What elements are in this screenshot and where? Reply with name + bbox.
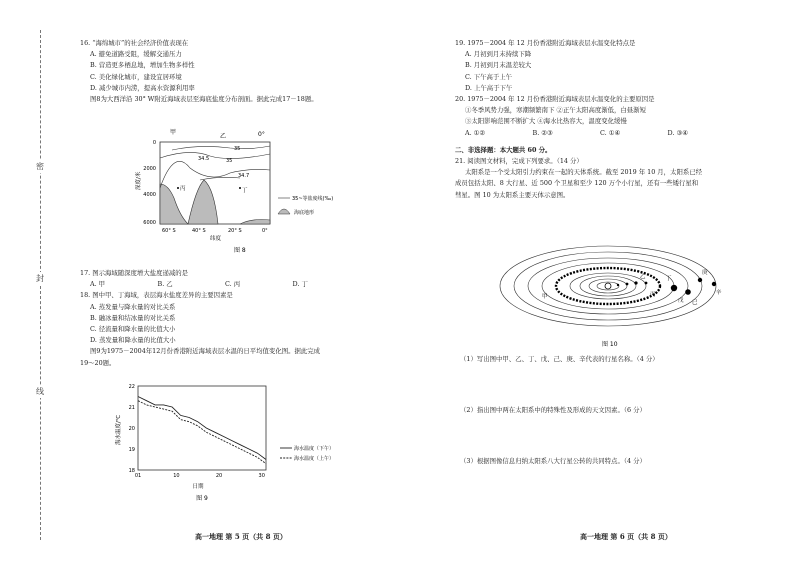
q20-option-d: D. ③④ bbox=[667, 128, 688, 137]
planet-7 bbox=[698, 278, 702, 282]
q20-options bbox=[455, 128, 735, 139]
fig8-ytick-6000: 6000 bbox=[143, 220, 156, 226]
q21-sub1: （1）写出图中甲、乙、丁、戊、己、庚、辛代表的行星名称。（4 分） bbox=[460, 355, 659, 363]
fig8-ylabel: 深度/米 bbox=[136, 171, 142, 190]
fig8-point-bing: 丙 bbox=[180, 186, 186, 192]
q19-option-d: D. 上午高于下午 bbox=[465, 83, 513, 92]
q18-option-b: B. 融冰量和结冰量的对比关系 bbox=[90, 313, 176, 322]
q21-sub2: （2）指出图中两在太阳系中的特殊性及形成的天文因素。（6 分） bbox=[460, 406, 646, 415]
q17-option-d: D. 丁 bbox=[292, 280, 308, 289]
q17-stem: 17. 图示海域随深度增大盐度递减的是 bbox=[80, 269, 189, 277]
q16-stem: 16. “海绵城市”的社会经济价值表现在 bbox=[80, 39, 189, 47]
fig10-label-yi: 乙 bbox=[640, 274, 646, 280]
fig9-series-pm-line bbox=[138, 397, 266, 460]
fig8-xtick-0: 0° bbox=[262, 228, 268, 234]
fig9-ytick: 19 bbox=[128, 447, 135, 453]
fig8-xtick-60s: 60° S bbox=[162, 228, 176, 234]
planet-2 bbox=[626, 283, 629, 286]
q18-option-d: D. 蒸发量和降水量的比值大小 bbox=[90, 336, 176, 345]
fig8-point-ding-dot bbox=[239, 187, 241, 189]
q18-option-a: A. 蒸发量与降水量的对比关系 bbox=[90, 302, 176, 311]
fig8-seafloor-right bbox=[240, 220, 270, 225]
fig8-ytick-2000: 2000 bbox=[143, 166, 156, 172]
q20-option-c: C. ①④ bbox=[600, 128, 621, 137]
q21-para-line1: 太阳系是一个受太阳引力约束在一起的天体系统。截至 2019 年 10 月，太阳系已经 bbox=[465, 168, 703, 177]
q21-para-line2: 成员包括太阳、8 大行星、近 500 个卫星和至少 120 万个小行星，还有一些矮行星和 bbox=[455, 179, 699, 188]
fig9-ytick: 18 bbox=[128, 468, 135, 474]
figure-9-chart bbox=[110, 378, 360, 506]
fig8-contour-label-2: 35 bbox=[234, 146, 241, 152]
fig8-contour-label-3: 35 bbox=[226, 158, 233, 164]
q19-option-b: B. 月初到月末温差较大 bbox=[465, 61, 532, 70]
fig9-ytick: 22 bbox=[128, 384, 135, 390]
q20-line1: ①冬季风势力强，寒潮频繁南下 ②正午太阳高度渐低，白昼渐短 bbox=[465, 106, 646, 115]
fig8-point-ding: 丁 bbox=[242, 188, 248, 194]
fig9-xtick: 01 bbox=[134, 473, 142, 479]
fig9-ytick: 20 bbox=[128, 426, 135, 432]
fig10-label-ding: 丁 bbox=[666, 276, 672, 282]
fig8-xtick-20s: 20° S bbox=[228, 228, 242, 234]
fig8-ytick-4000: 4000 bbox=[143, 192, 156, 198]
q21-stem: 21. 阅读图文材料，完成下列要求。（14 分） bbox=[455, 157, 583, 166]
q17-option-a: A. 甲 bbox=[90, 280, 106, 289]
q21-para-line3: 彗星。图 10 为太阳系主要天体示意图。 bbox=[455, 190, 570, 199]
sun-icon bbox=[605, 283, 611, 289]
fig8-seafloor-ridge bbox=[188, 180, 218, 224]
right-column bbox=[455, 38, 775, 201]
fig8-top-degree: 0° bbox=[258, 131, 265, 138]
fig8-legend-terrain: 海底地形 bbox=[294, 210, 315, 216]
figure-8 bbox=[130, 128, 360, 256]
binding-line bbox=[40, 30, 41, 540]
fig8-xlabel: 纬度 bbox=[210, 236, 222, 242]
fig8-contour-2 bbox=[172, 146, 270, 150]
fig9-xtick: 30 bbox=[258, 473, 265, 479]
planet-4 bbox=[645, 282, 648, 285]
q16-option-c: C. 美化绿化城市，建设宜居环境 bbox=[90, 72, 182, 81]
fig9-intro-line2: 19～20题。 bbox=[80, 358, 116, 367]
fig8-contour-4 bbox=[200, 177, 240, 180]
fig8-legend-iso: 35~等盐度线(‰) bbox=[292, 196, 334, 202]
planet-3 bbox=[634, 281, 637, 284]
fig9-legend-pm: 海水温度（下午） bbox=[294, 446, 335, 452]
fig10-label-bing: 丙 bbox=[650, 292, 656, 298]
q21-subquestions bbox=[460, 354, 780, 468]
fig10-label-geng: 庚 bbox=[702, 270, 708, 276]
fig8-contour-3 bbox=[160, 161, 270, 188]
q16-option-a: A. 避免道路受阻，缓解交通压力 bbox=[90, 50, 182, 59]
q20-line2: ③太阳影响范围不断扩大 ④海水比热容大，温度变化缓慢 bbox=[465, 117, 627, 126]
fig8-contour-label-1: 34.5 bbox=[198, 156, 210, 162]
planet-6 bbox=[685, 289, 691, 295]
fig8-label-yi: 乙 bbox=[220, 133, 227, 140]
planet-5 bbox=[671, 285, 677, 291]
q16-option-b: B. 营造更多栖息地，增加生物多样性 bbox=[90, 61, 195, 70]
fig10-label-wu: 戊 bbox=[678, 298, 684, 304]
fig10-label-jia: 甲 bbox=[542, 294, 548, 300]
margin-char-mi: 密 bbox=[36, 162, 44, 171]
fig9-ytick: 21 bbox=[128, 405, 135, 411]
planet-1 bbox=[617, 284, 619, 286]
fig10-caption: 图 10 bbox=[602, 341, 618, 348]
fig9-xlabel: 日期 bbox=[192, 484, 204, 490]
fig8-xtick-40s: 40° S bbox=[192, 228, 206, 234]
q16-option-d: D. 减少城市内涝，提高水资源利用率 bbox=[90, 83, 195, 92]
fig10-label-xin: 辛 bbox=[716, 290, 722, 296]
fig9-intro-line1: 图9为1975－2004年12月份香港附近海域表层水温的日平均值变化图。据此完成 bbox=[90, 347, 321, 356]
fig8-contour-1 bbox=[160, 152, 270, 158]
fig8-point-bing-dot bbox=[177, 187, 179, 189]
left-footer: 高一地理 第 5 页（共 8 页） bbox=[195, 532, 287, 541]
fig8-ytick-0: 0 bbox=[152, 140, 156, 146]
q17-options bbox=[80, 279, 360, 290]
q21-sub3: （3）根据图像信息归纳太阳系八大行星公转的共同特点。（4 分） bbox=[460, 457, 646, 466]
margin-char-xian: 线 bbox=[36, 387, 44, 396]
fig8-label-jia: 甲 bbox=[170, 129, 177, 136]
fig8-contour-label-4: 34.7 bbox=[238, 173, 250, 179]
section-heading: 二、非选择题：本大题共 60 分。 bbox=[455, 145, 552, 154]
left-column bbox=[80, 38, 410, 105]
fig10-label-ji: 己 bbox=[692, 300, 698, 306]
q20-option-a: A. ①② bbox=[465, 128, 486, 137]
right-footer: 高一地理 第 6 页（共 8 页） bbox=[580, 532, 672, 541]
margin-char-feng: 封 bbox=[36, 274, 44, 283]
q20-stem: 20. 1975－2004 年 12 月份香港附近海域表层水温变化的主要原因是 bbox=[455, 95, 655, 104]
fig9-plot-frame bbox=[138, 386, 266, 470]
q17-option-b: B. 乙 bbox=[157, 280, 173, 289]
fig9-ylabel: 海水温度/℃ bbox=[116, 414, 122, 446]
planet-8 bbox=[712, 282, 716, 286]
left-column-lower bbox=[80, 268, 410, 369]
q19-option-a: A. 月初到月末持续下降 bbox=[465, 50, 532, 59]
figure-10-solar-system bbox=[490, 240, 730, 350]
fig9-series-am-line bbox=[138, 401, 266, 464]
q18-stem: 18. 图中甲、丁海域，表层海水盐度差异的主要因素是 bbox=[80, 291, 233, 300]
fig8-legend-terrain-swatch bbox=[278, 209, 290, 214]
fig9-xtick: 20 bbox=[215, 473, 223, 479]
q19-stem: 19. 1975－2004 年 12 月份香港附近海域表层水温变化特点是 bbox=[455, 39, 636, 47]
q19-option-c: C. 下午高于上午 bbox=[465, 72, 513, 81]
fig9-legend-am: 海水温度（上午） bbox=[294, 456, 335, 462]
fig8-intro: 图8为大西洋沿 30° W附近海域表层至海底盐度分布剖面。据此完成17－18题。 bbox=[90, 95, 318, 104]
fig9-xtick: 10 bbox=[173, 473, 180, 479]
fig9-caption: 图 9 bbox=[196, 495, 208, 502]
q20-option-b: B. ②③ bbox=[532, 128, 553, 137]
fig8-caption: 图 8 bbox=[234, 247, 246, 254]
q18-option-c: C. 径流量和降水量的比值大小 bbox=[90, 325, 176, 334]
q17-option-c: C. 丙 bbox=[225, 280, 241, 289]
